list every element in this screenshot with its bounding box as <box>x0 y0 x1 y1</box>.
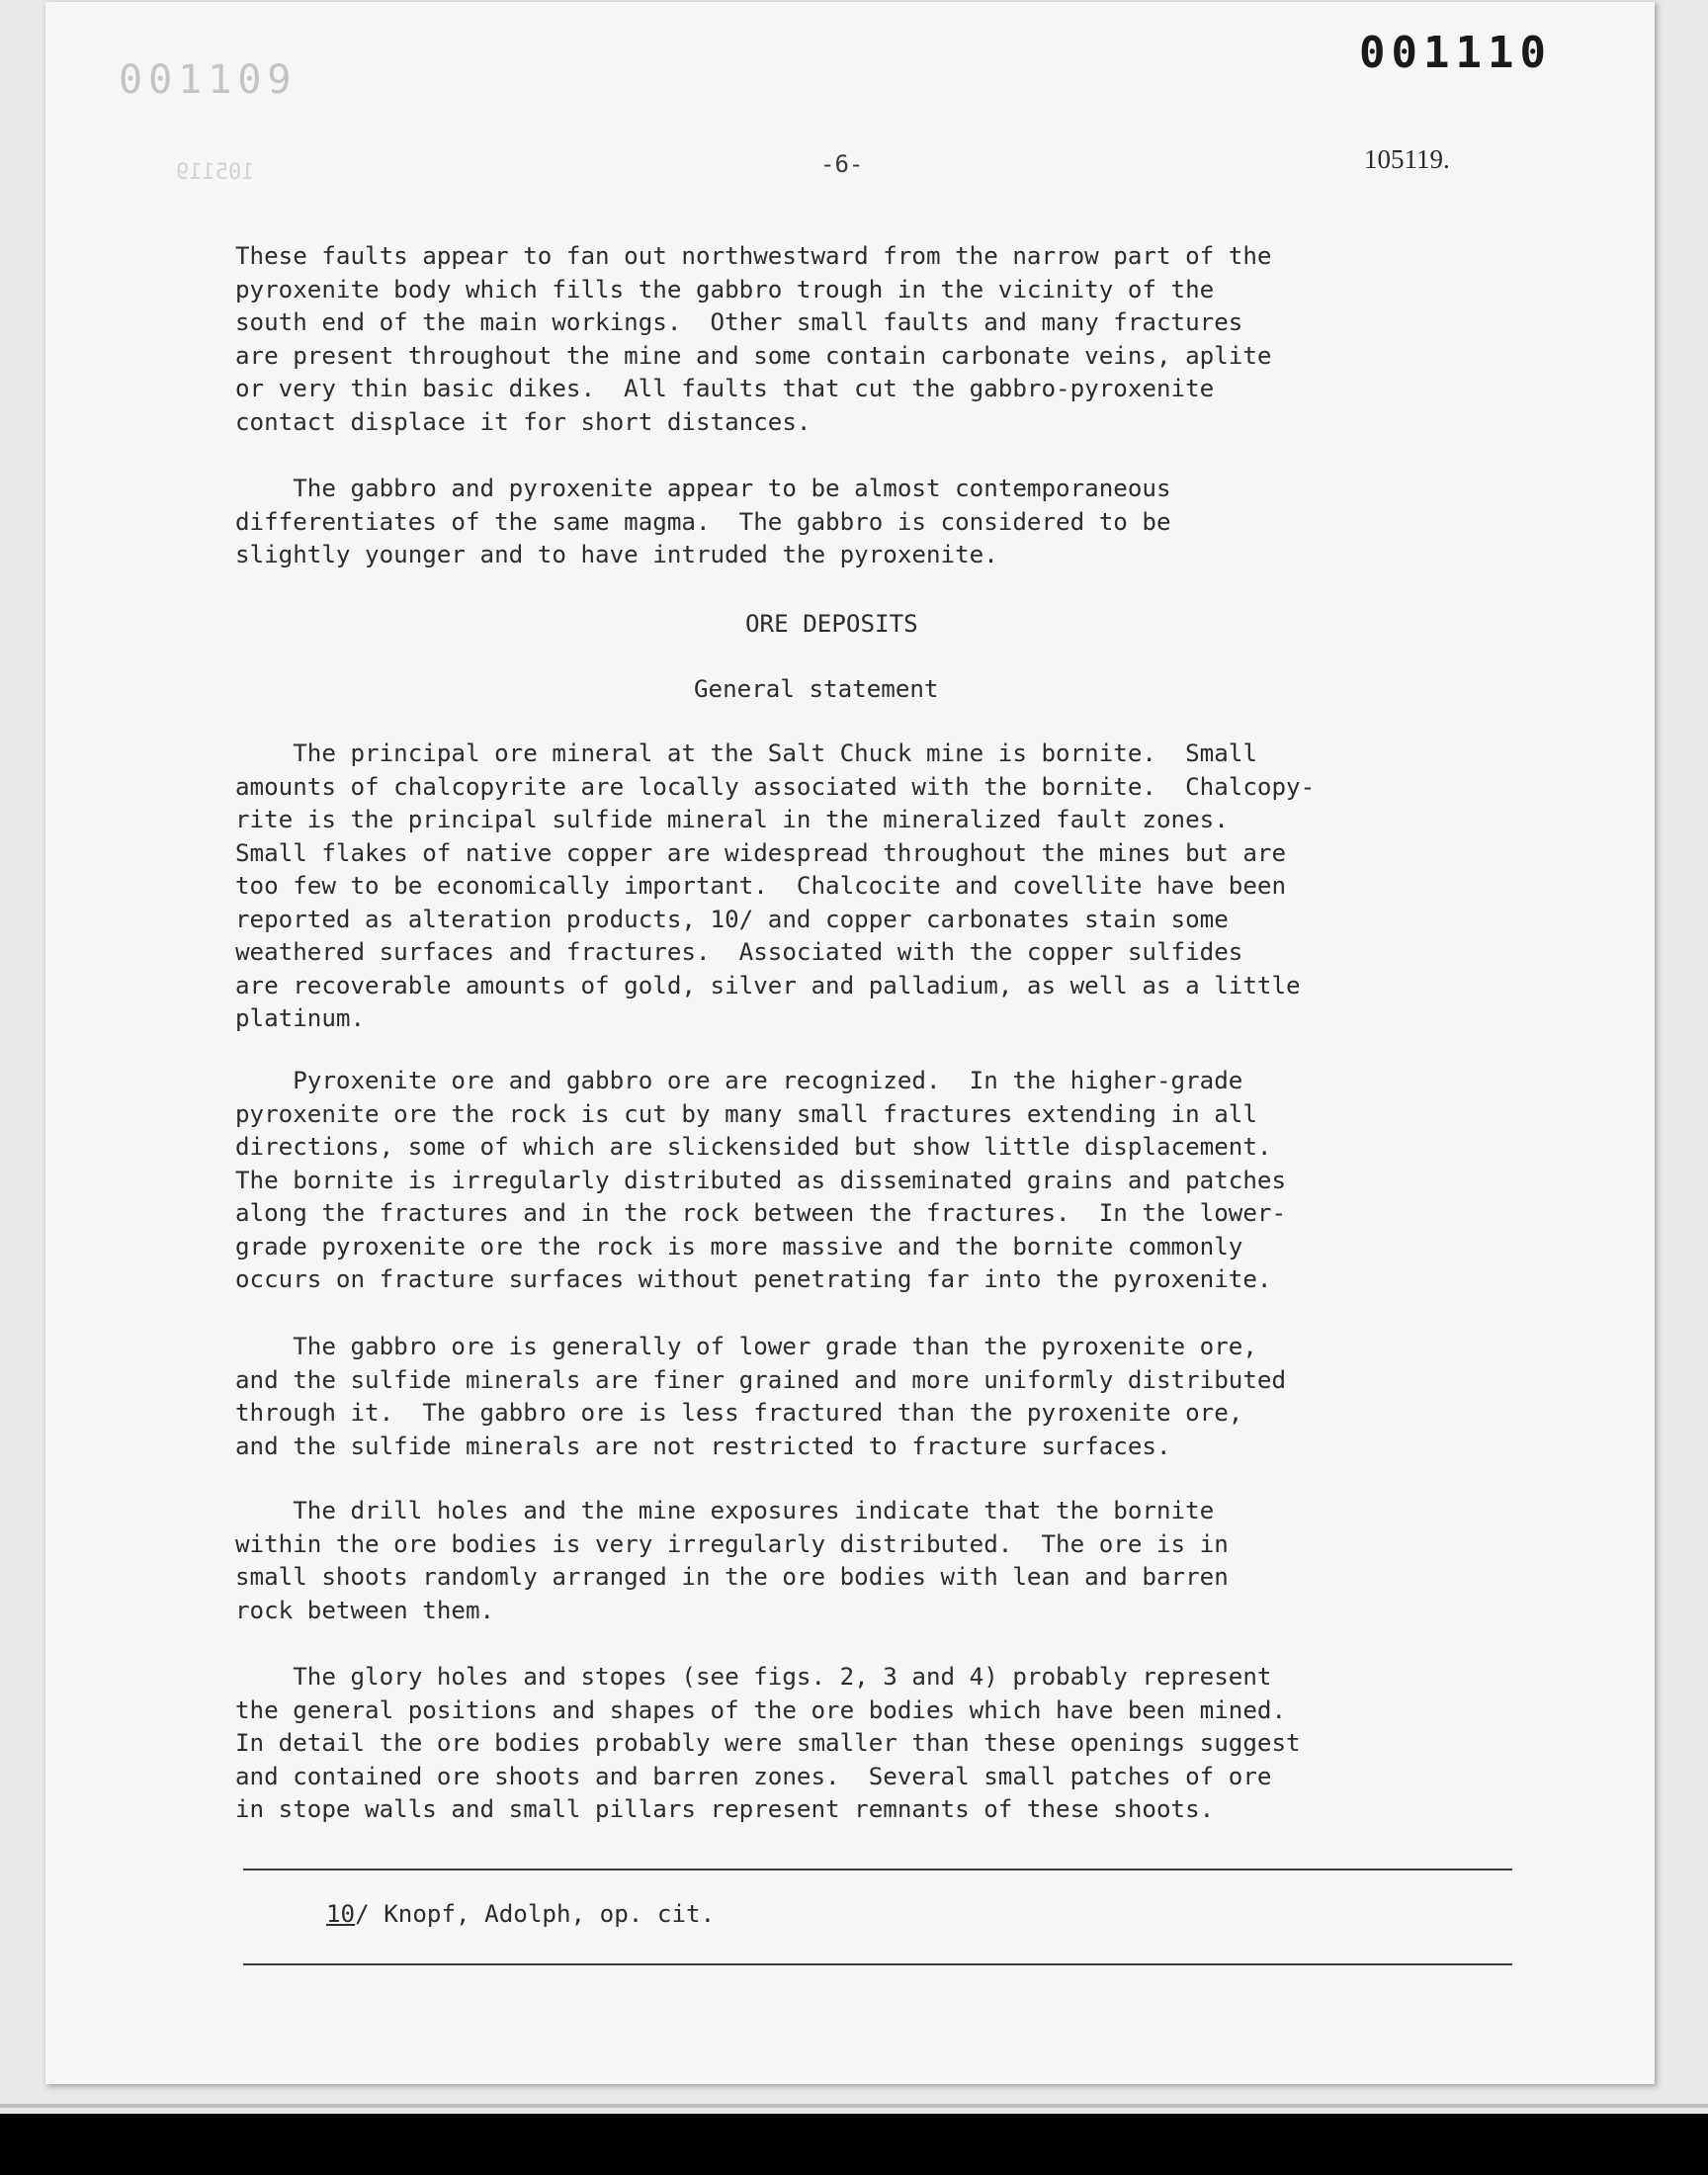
text-line: The gabbro ore is generally of lower grade than the pyroxenite ore, <box>235 1333 1257 1360</box>
text-line: platinum. <box>235 1004 366 1032</box>
text-line: reported as alteration products, 10/ and copper carbonates stain some <box>235 905 1229 933</box>
paragraph-principal-ore <box>235 738 1510 1036</box>
text-line: south end of the main workings. Other small faults and many fractures <box>235 308 1243 336</box>
footnote-rule-bottom <box>243 1963 1512 1965</box>
text-line: through it. The gabbro ore is less fractured than the pyroxenite ore, <box>235 1399 1243 1427</box>
text-line: grade pyroxenite ore the rock is more massive and the bornite commonly <box>235 1232 1243 1261</box>
text-line: Pyroxenite ore and gabbro ore are recognized. In the higher-grade <box>235 1067 1243 1094</box>
text-line: Small flakes of native copper are widespread throughout the mines but are <box>235 838 1287 867</box>
text-line: occurs on fracture surfaces without penetrating far into the pyroxenite. <box>235 1265 1272 1293</box>
text-line: These faults appear to fan out northwestward from the narrow part of the <box>235 242 1272 270</box>
document-number: 105119. <box>1364 144 1450 174</box>
archive-stamp-number: 001110 <box>1359 28 1552 78</box>
text-line: pyroxenite body which fills the gabbro trough in the vicinity of the <box>235 275 1215 304</box>
bleed-through-stamp: 001109 <box>119 57 298 103</box>
text-line: pyroxenite ore the rock is cut by many small fractures extending in all <box>235 1099 1257 1128</box>
paragraph-gabbro-ore <box>235 1331 1510 1463</box>
footnote-reference: 10 <box>326 1900 356 1928</box>
text-line: are present throughout the mine and some contain carbonate veins, aplite <box>235 341 1272 370</box>
text-line: and contained ore shoots and barren zones. Several small patches of ore <box>235 1762 1272 1790</box>
text-line: or very thin basic dikes. All faults that cut the gabbro-pyroxenite <box>235 375 1215 402</box>
text-line: along the fractures and in the rock between the fractures. In the lower- <box>235 1199 1287 1227</box>
paragraph-drill-holes <box>235 1495 1510 1627</box>
subsection-heading: General statement <box>694 675 939 703</box>
text-line: small shoots randomly arranged in the ore bodies with lean and barren <box>235 1563 1229 1591</box>
text-line: The glory holes and stopes (see figs. 2, 3 and 4) probably represent <box>235 1663 1272 1691</box>
text-line: too few to be economically important. Chalcocite and covellite have been <box>235 872 1287 900</box>
text-line: in stope walls and small pillars represent remnants of these shoots. <box>235 1795 1215 1823</box>
scanner-bottom-bar <box>0 2114 1708 2175</box>
text-line: and the sulfide minerals are not restricted to fracture surfaces. <box>235 1432 1171 1460</box>
text-line: differentiates of the same magma. The gabbro is considered to be <box>235 507 1171 536</box>
footnote-rule-top <box>243 1869 1512 1870</box>
text-line: directions, some of which are slickensided but show little displacement. <box>235 1133 1272 1161</box>
text-line: The gabbro and pyroxenite appear to be almost contemporaneous <box>235 475 1171 502</box>
footnote-text: / Knopf, Adolph, op. cit. <box>355 1900 716 1928</box>
text-line: The principal ore mineral at the Salt Chuck mine is bornite. Small <box>235 740 1257 767</box>
paragraph-gabbro-pyroxenite <box>235 473 1510 572</box>
text-line: are recoverable amounts of gold, silver and palladium, as well as a little <box>235 971 1301 1000</box>
paragraph-ore-types <box>235 1065 1510 1297</box>
section-heading: ORE DEPOSITS <box>745 610 918 638</box>
footnote <box>326 1900 715 1928</box>
text-line: The bornite is irregularly distributed as disseminated grains and patches <box>235 1166 1287 1194</box>
text-line: amounts of chalcopyrite are locally associated with the bornite. Chalcopy- <box>235 772 1316 801</box>
text-line: slightly younger and to have intruded the pyroxenite. <box>235 541 998 568</box>
text-line: rite is the principal sulfide mineral in the mineralized fault zones. <box>235 806 1229 833</box>
text-line: within the ore bodies is very irregularly distributed. The ore is in <box>235 1529 1229 1558</box>
text-line: and the sulfide minerals are finer grained and more uniformly distributed <box>235 1365 1287 1394</box>
paragraph-glory-holes <box>235 1661 1510 1827</box>
text-line: In detail the ore bodies probably were smaller than these openings suggest <box>235 1729 1301 1757</box>
text-line: weathered surfaces and fractures. Associated with the copper sulfides <box>235 938 1243 966</box>
scanner-edge-line <box>0 2104 1708 2108</box>
paragraph-faults <box>235 240 1510 439</box>
bleed-through-number: 105119 <box>176 160 255 185</box>
page-number: -6- <box>820 150 864 178</box>
text-line: The drill holes and the mine exposures indicate that the bornite <box>235 1497 1215 1524</box>
text-line: the general positions and shapes of the ore bodies which have been mined. <box>235 1696 1287 1724</box>
text-line: contact displace it for short distances. <box>235 407 811 436</box>
text-line: rock between them. <box>235 1596 495 1624</box>
